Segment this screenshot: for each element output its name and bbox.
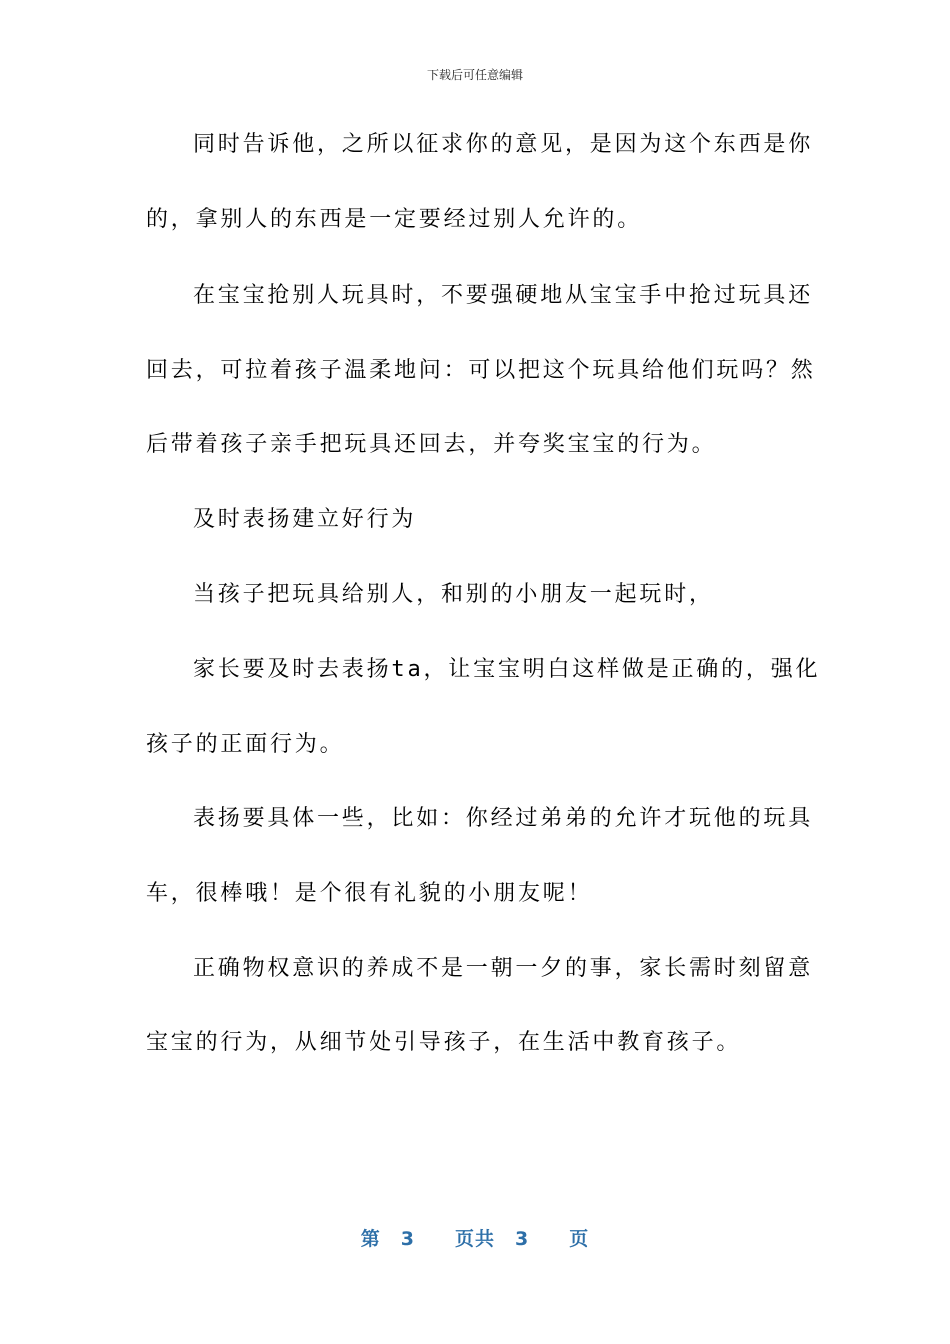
- paragraph-6-line-2: 车，很棒哦！是个很有礼貌的小朋友呢！: [146, 881, 593, 906]
- paragraph-7-line-1: 正确物权意识的养成不是一朝一夕的事，家长需时刻留意: [193, 956, 814, 981]
- footer-middle: 页共: [454, 1228, 495, 1250]
- paragraph-2-line-1: 在宝宝抢别人玩具时，不要强硬地从宝宝手中抢过玩具还: [193, 283, 814, 308]
- page-number-footer: [0, 1224, 950, 1251]
- paragraph-7-line-2: 宝宝的行为，从细节处引导孩子，在生活中教育孩子。: [146, 1030, 742, 1055]
- paragraph-2-line-2: 回去，可拉着孩子温柔地问：可以把这个玩具给他们玩吗？然: [146, 358, 816, 383]
- paragraph-5-line-2: 孩子的正面行为。: [146, 732, 345, 757]
- paragraph-5-line-1: 家长要及时去表扬ta，让宝宝明白这样做是正确的，强化: [193, 657, 821, 682]
- paragraph-1-line-1: 同时告诉他，之所以征求你的意见，是因为这个东西是你: [193, 132, 814, 157]
- section-heading: 及时表扬建立好行为: [193, 507, 417, 532]
- paragraph-1-line-2: 的，拿别人的东西是一定要经过别人允许的。: [146, 207, 643, 232]
- paragraph-2-line-3: 后带着孩子亲手把玩具还回去，并夸奖宝宝的行为。: [146, 432, 717, 457]
- footer-suffix: 页: [569, 1228, 590, 1250]
- paragraph-4-line-1: 当孩子把玩具给别人，和别的小朋友一起玩时，: [193, 582, 714, 607]
- footer-total-pages: 3: [515, 1228, 530, 1250]
- page-header: 下载后可任意编辑: [426, 68, 523, 82]
- footer-current-page: 3: [400, 1228, 415, 1250]
- paragraph-6-line-1: 表扬要具体一些，比如：你经过弟弟的允许才玩他的玩具: [193, 806, 814, 831]
- footer-prefix: 第: [360, 1228, 381, 1250]
